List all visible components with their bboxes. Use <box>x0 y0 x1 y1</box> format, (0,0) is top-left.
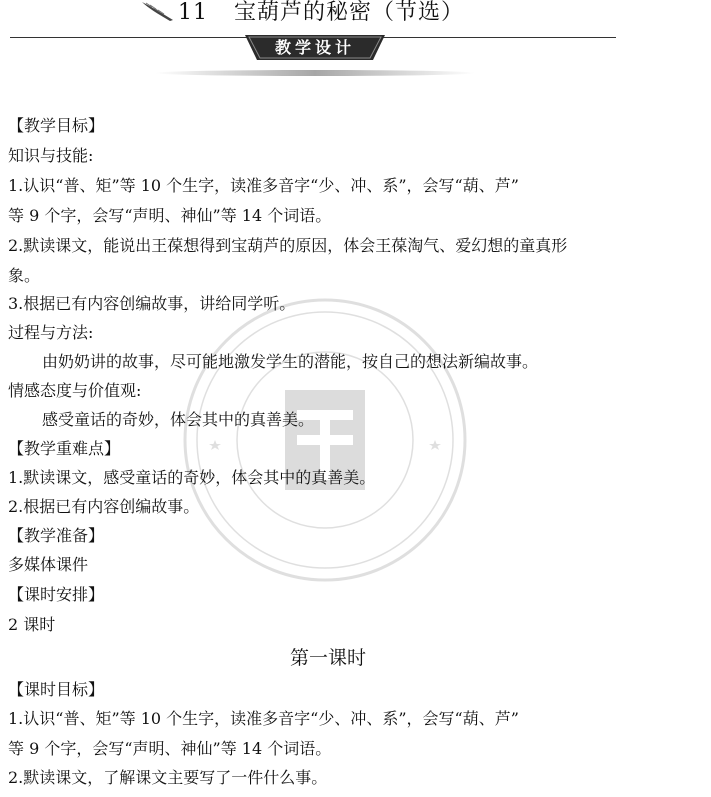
text-line: 1.认识“普、矩”等 10 个生字，读准多音字“少、冲、系”，会写“葫、芦” <box>8 709 519 728</box>
text-line: 感受童话的奇妙，体会其中的真善美。 <box>42 410 315 429</box>
lesson-number: 11 <box>178 0 208 25</box>
period-heading: 第一课时 <box>289 647 366 669</box>
banner-label: 教学设计 <box>274 38 355 57</box>
quill-icon <box>140 0 176 22</box>
banner-shadow <box>155 70 475 76</box>
text-line: 1.默读课文，感受童话的奇妙，体会其中的真善美。 <box>8 468 376 487</box>
text-line: 2 课时 <box>8 615 56 634</box>
section-heading: 【教学目标】 <box>8 116 105 135</box>
subheading: 过程与方法: <box>8 323 94 342</box>
text-line: 象。 <box>8 266 41 285</box>
text-line: 等 9 个字，会写“声明、神仙”等 14 个词语。 <box>8 206 332 225</box>
text-line: 由奶奶讲的故事，尽可能地激发学生的潜能，按自己的想法新编故事。 <box>42 352 539 371</box>
section-heading: 【课时安排】 <box>8 585 105 604</box>
stamp-watermark <box>175 290 475 590</box>
text-line: 2.默读课文，能说出王葆想得到宝葫芦的原因，体会王葆淘气、爱幻想的童真形 <box>8 236 568 255</box>
text-line: 1.认识“普、矩”等 10 个生字，读准多音字“少、冲、系”，会写“葫、芦” <box>8 176 519 195</box>
section-heading: 【课时目标】 <box>8 680 105 699</box>
lesson-title-text: 宝葫芦的秘密（节选） <box>234 0 465 25</box>
text-line: 2.根据已有内容创编故事。 <box>8 497 200 516</box>
subheading: 情感态度与价值观: <box>8 381 142 400</box>
text-line: 等 9 个字，会写“声明、神仙”等 14 个词语。 <box>8 739 332 758</box>
subheading: 知识与技能: <box>8 146 94 165</box>
text-line: 2.默读课文，了解课文主要写了一件什么事。 <box>8 768 328 787</box>
lesson-title <box>178 0 464 26</box>
section-heading: 【教学准备】 <box>8 526 105 545</box>
section-heading: 【教学重难点】 <box>8 439 121 458</box>
text-line: 3.根据已有内容创编故事，讲给同学听。 <box>8 294 296 313</box>
text-line: 多媒体课件 <box>8 555 89 574</box>
